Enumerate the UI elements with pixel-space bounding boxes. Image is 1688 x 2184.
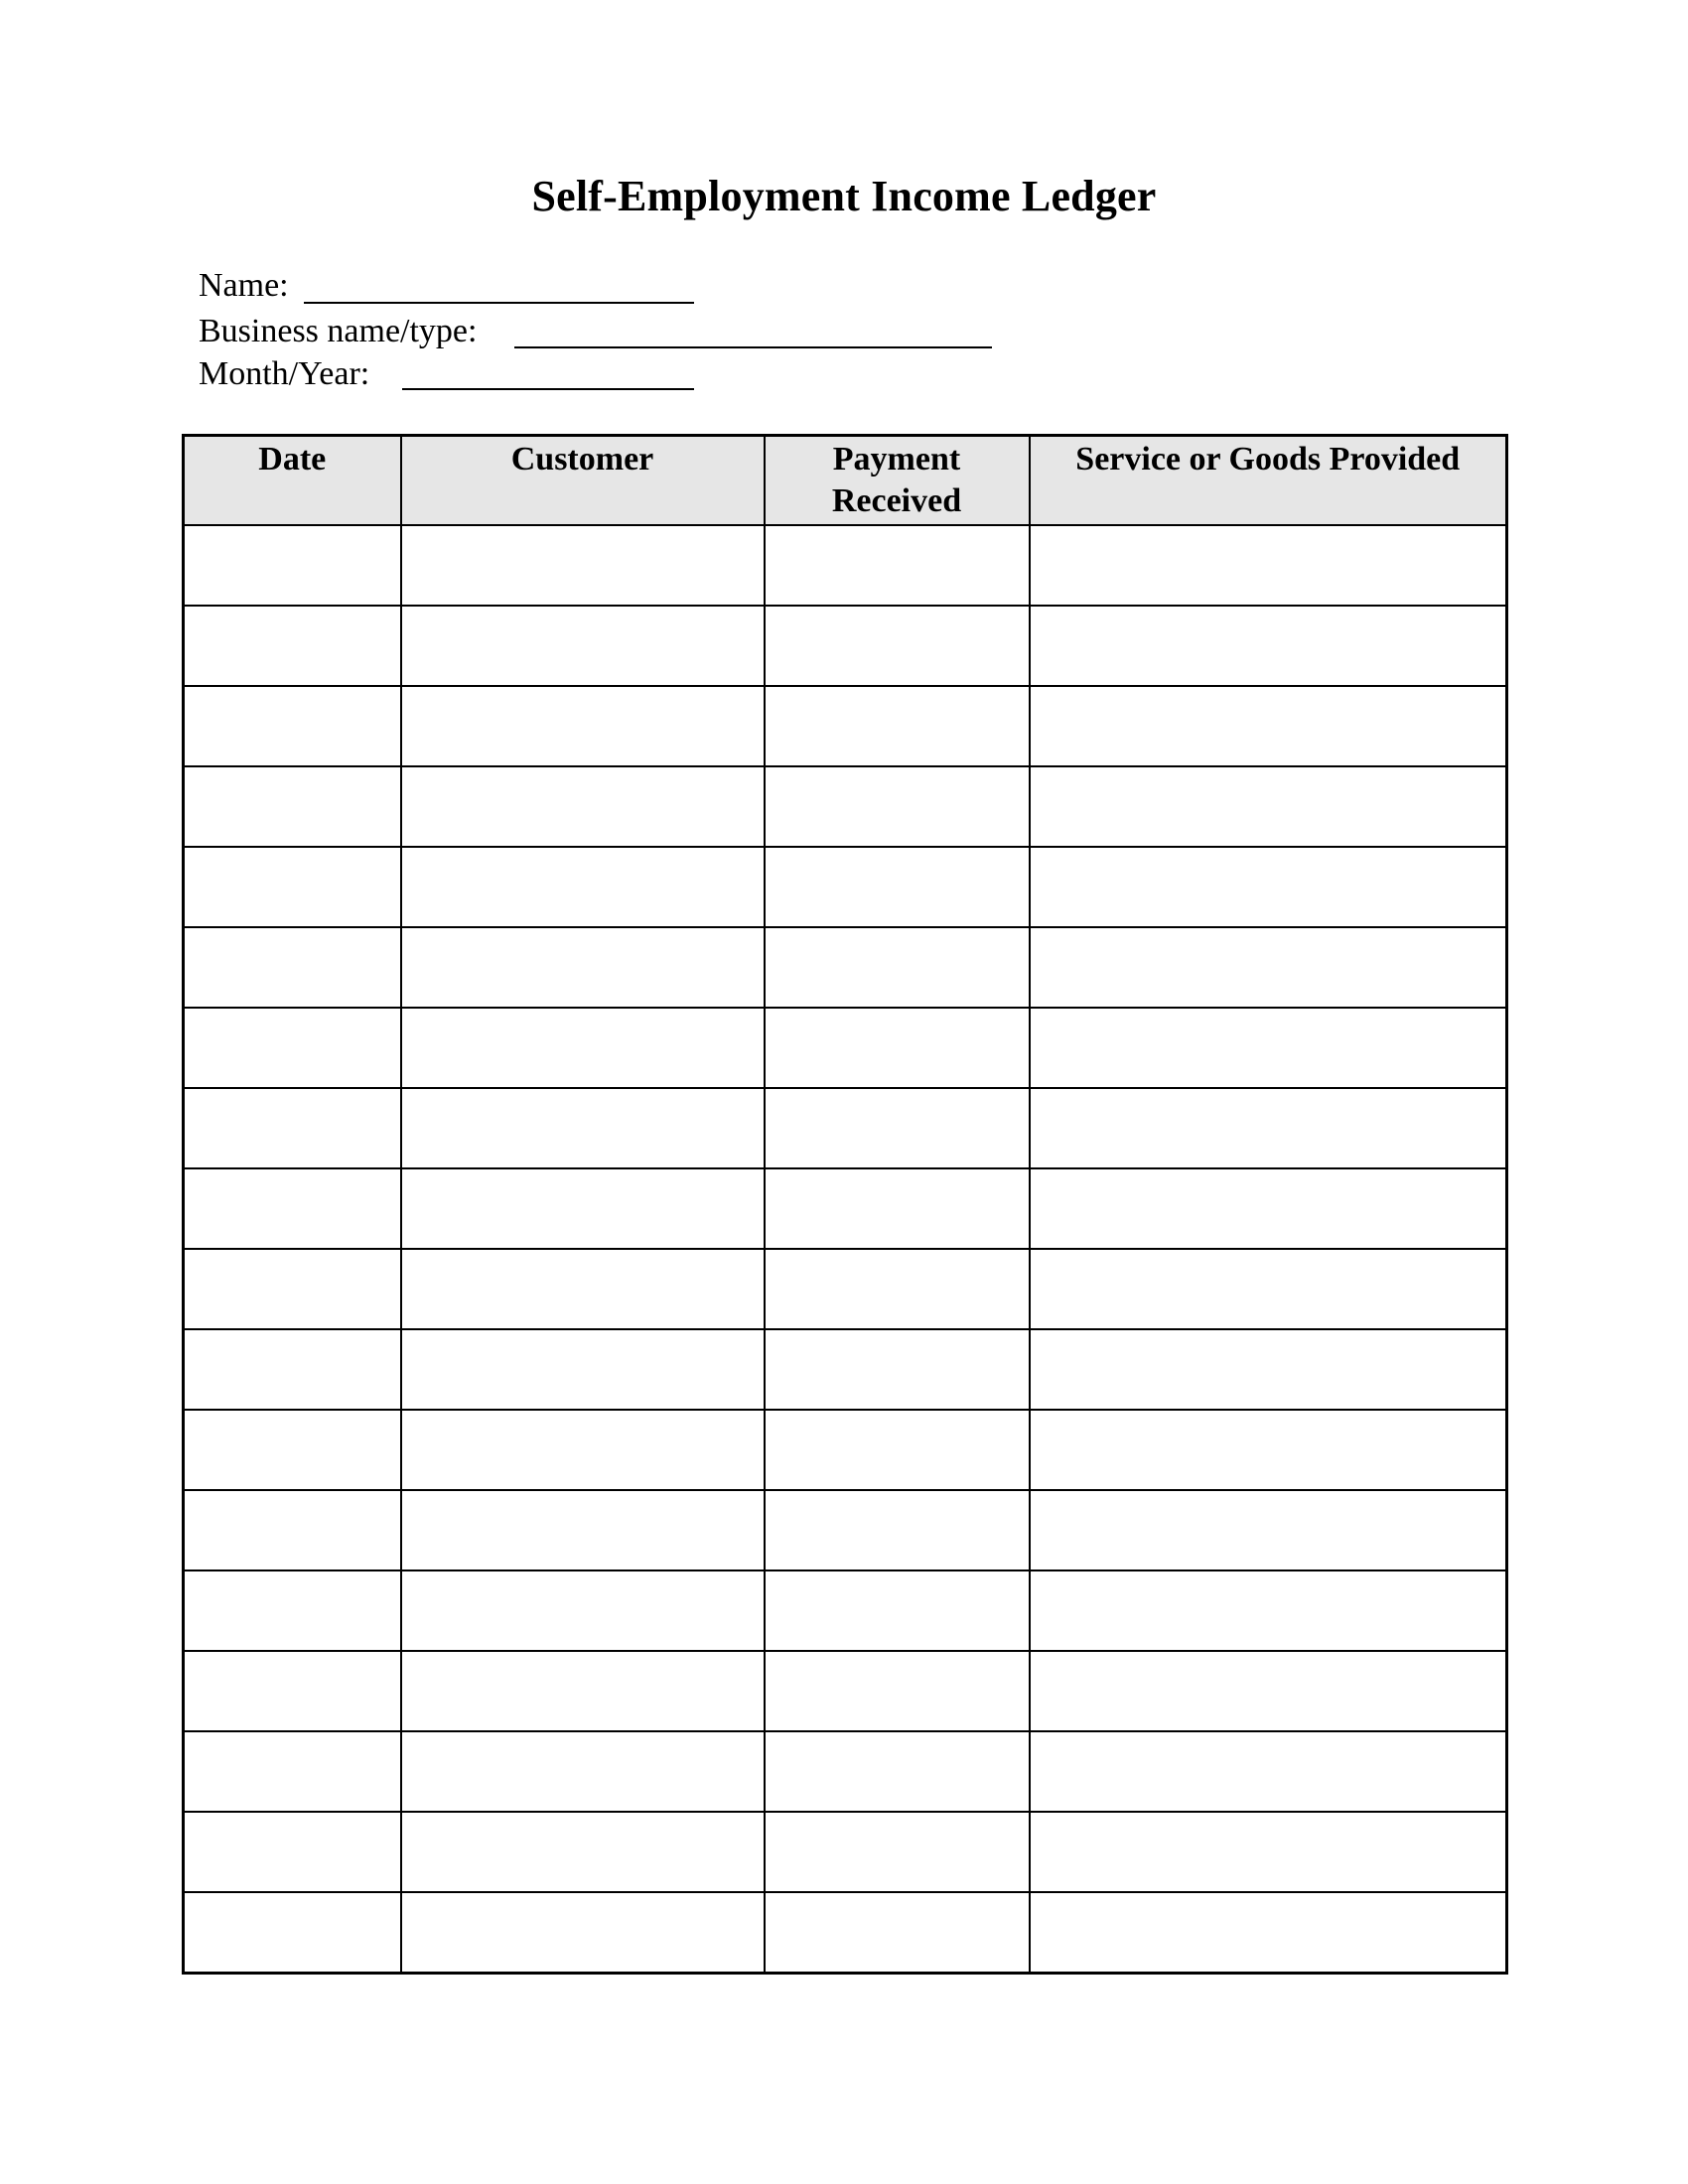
business-field: [199, 312, 477, 351]
column-header-date: Date: [184, 436, 401, 526]
service-or-goods-cell[interactable]: [1030, 606, 1507, 686]
date-cell[interactable]: [184, 525, 401, 606]
payment-received-cell[interactable]: [765, 1008, 1030, 1088]
payment-received-cell[interactable]: [765, 525, 1030, 606]
payment-received-text: Payment Received: [831, 441, 962, 519]
table-header-row: [184, 436, 1507, 526]
customer-cell[interactable]: [401, 1008, 765, 1088]
table-row: [184, 686, 1507, 766]
payment-received-cell[interactable]: [765, 1088, 1030, 1168]
table-row: [184, 1892, 1507, 1974]
date-cell[interactable]: [184, 927, 401, 1008]
service-or-goods-cell[interactable]: [1030, 1410, 1507, 1490]
month-year-field: [199, 354, 369, 394]
table-row: [184, 1731, 1507, 1812]
date-cell[interactable]: [184, 1329, 401, 1410]
date-cell[interactable]: [184, 1892, 401, 1974]
customer-cell[interactable]: [401, 1410, 765, 1490]
payment-received-cell[interactable]: [765, 606, 1030, 686]
customer-cell[interactable]: [401, 1329, 765, 1410]
customer-cell[interactable]: [401, 1651, 765, 1731]
date-cell[interactable]: [184, 766, 401, 847]
customer-cell[interactable]: [401, 686, 765, 766]
service-or-goods-cell[interactable]: [1030, 1329, 1507, 1410]
table-row: [184, 525, 1507, 606]
service-or-goods-cell[interactable]: [1030, 525, 1507, 606]
date-cell[interactable]: [184, 1008, 401, 1088]
customer-cell[interactable]: [401, 1731, 765, 1812]
date-cell[interactable]: [184, 847, 401, 927]
date-cell[interactable]: [184, 1249, 401, 1329]
payment-received-cell[interactable]: [765, 847, 1030, 927]
table-row: [184, 1410, 1507, 1490]
customer-cell[interactable]: [401, 606, 765, 686]
column-header-service-or-goods: Service or Goods Provided: [1030, 436, 1507, 526]
date-cell[interactable]: [184, 1410, 401, 1490]
table-row: [184, 927, 1507, 1008]
customer-cell[interactable]: [401, 766, 765, 847]
payment-received-cell[interactable]: [765, 927, 1030, 1008]
payment-received-cell[interactable]: [765, 1329, 1030, 1410]
table-row: [184, 1812, 1507, 1892]
payment-received-cell[interactable]: [765, 1892, 1030, 1974]
date-cell[interactable]: [184, 1168, 401, 1249]
name-field: [199, 266, 289, 306]
date-cell[interactable]: [184, 686, 401, 766]
name-blank-line[interactable]: [304, 302, 694, 304]
table-row: [184, 1490, 1507, 1570]
payment-received-cell[interactable]: [765, 1249, 1030, 1329]
payment-received-cell[interactable]: [765, 1168, 1030, 1249]
service-or-goods-cell[interactable]: [1030, 1651, 1507, 1731]
table-row: [184, 606, 1507, 686]
table-row: [184, 1651, 1507, 1731]
date-cell[interactable]: [184, 1088, 401, 1168]
income-ledger-table: [182, 434, 1508, 1975]
page-title: Self-Employment Income Ledger: [531, 172, 1157, 220]
customer-cell[interactable]: [401, 847, 765, 927]
customer-cell[interactable]: [401, 1892, 765, 1974]
service-or-goods-cell[interactable]: [1030, 1168, 1507, 1249]
business-blank-line[interactable]: [514, 346, 992, 348]
date-cell[interactable]: [184, 1570, 401, 1651]
table-row: [184, 1008, 1507, 1088]
customer-cell[interactable]: [401, 927, 765, 1008]
payment-received-cell[interactable]: [765, 686, 1030, 766]
business-label: Business name/type:: [199, 313, 478, 349]
table-row: [184, 1168, 1507, 1249]
customer-cell[interactable]: [401, 1490, 765, 1570]
service-or-goods-cell[interactable]: [1030, 927, 1507, 1008]
payment-received-cell[interactable]: [765, 766, 1030, 847]
table-row: [184, 1249, 1507, 1329]
customer-cell[interactable]: [401, 1168, 765, 1249]
payment-received-cell[interactable]: [765, 1651, 1030, 1731]
customer-cell[interactable]: [401, 1570, 765, 1651]
ledger-body: [184, 525, 1507, 1974]
month-year-label: Month/Year:: [199, 355, 370, 392]
table-row: [184, 847, 1507, 927]
payment-received-cell[interactable]: [765, 1410, 1030, 1490]
date-cell[interactable]: [184, 1651, 401, 1731]
month-year-blank-line[interactable]: [402, 388, 694, 390]
name-label: Name:: [199, 267, 289, 304]
service-or-goods-cell[interactable]: [1030, 1570, 1507, 1651]
customer-cell[interactable]: [401, 525, 765, 606]
service-or-goods-cell[interactable]: [1030, 1731, 1507, 1812]
payment-received-cell[interactable]: [765, 1731, 1030, 1812]
payment-received-cell[interactable]: [765, 1570, 1030, 1651]
column-header-payment-received: [765, 436, 1030, 526]
service-or-goods-cell[interactable]: [1030, 847, 1507, 927]
payment-received-cell[interactable]: [765, 1812, 1030, 1892]
service-or-goods-cell[interactable]: [1030, 1008, 1507, 1088]
date-cell[interactable]: [184, 1490, 401, 1570]
service-or-goods-cell[interactable]: [1030, 1892, 1507, 1974]
date-cell[interactable]: [184, 1812, 401, 1892]
service-or-goods-cell[interactable]: [1030, 686, 1507, 766]
table-row: [184, 1329, 1507, 1410]
table-row: [184, 766, 1507, 847]
service-or-goods-cell[interactable]: [1030, 1249, 1507, 1329]
table-row: [184, 1570, 1507, 1651]
service-or-goods-cell[interactable]: [1030, 1490, 1507, 1570]
date-cell[interactable]: [184, 606, 401, 686]
customer-cell[interactable]: [401, 1812, 765, 1892]
customer-cell[interactable]: [401, 1088, 765, 1168]
payment-received-cell[interactable]: [765, 1490, 1030, 1570]
service-or-goods-cell[interactable]: [1030, 1088, 1507, 1168]
date-cell[interactable]: [184, 1731, 401, 1812]
column-header-customer: Customer: [401, 436, 765, 526]
customer-cell[interactable]: [401, 1249, 765, 1329]
table-row: [184, 1088, 1507, 1168]
service-or-goods-cell[interactable]: [1030, 1812, 1507, 1892]
service-or-goods-cell[interactable]: [1030, 766, 1507, 847]
